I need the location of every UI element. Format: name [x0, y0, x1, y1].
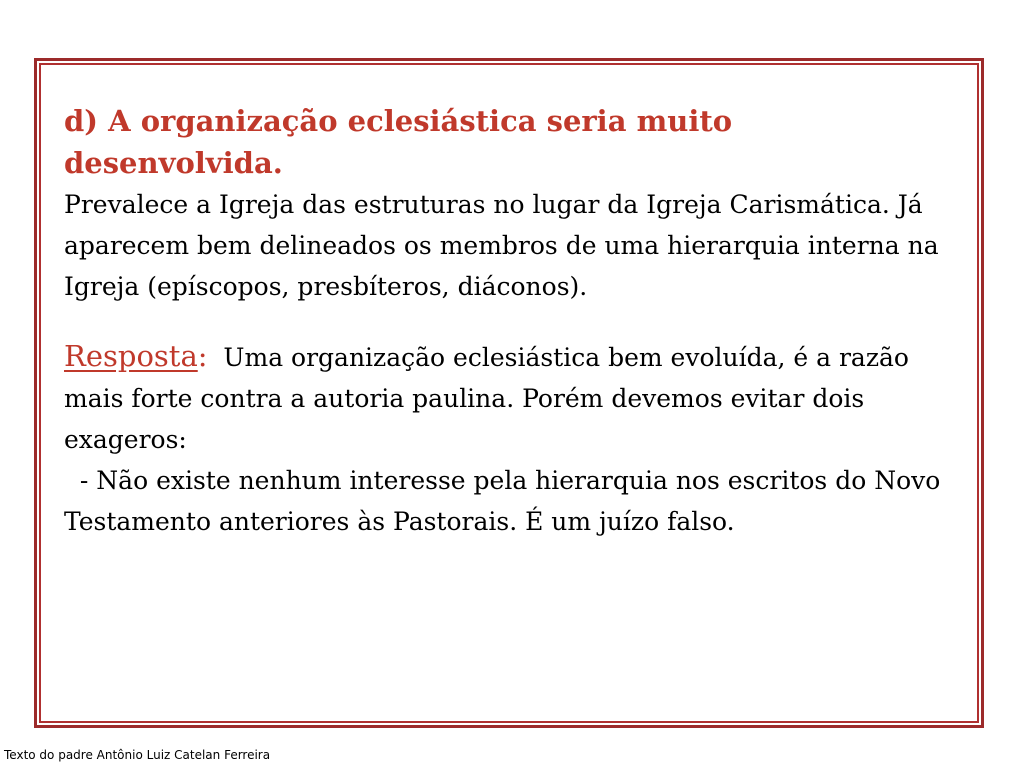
spacer	[64, 307, 944, 336]
answer-label: Resposta	[64, 339, 198, 373]
answer-text: Uma organização eclesiástica bem evoluída, é a razão mais forte contra a autoria paulina. Porém devemos evitar dois exageros:	[64, 343, 909, 454]
answer-colon: :	[197, 339, 208, 373]
point-hierarquia	[64, 460, 944, 542]
slide-heading: d) A organização eclesiástica seria muito desenvolvida.	[64, 104, 733, 180]
point-text: - Não existe nenhum interesse pela hierarquia nos escritos do Novo Testamento anteriores às Pastorais. É um juízo falso.	[64, 466, 941, 536]
answer-paragraph	[64, 336, 944, 460]
footer-credit: Texto do padre Antônio Luiz Catelan Ferreira	[4, 748, 271, 762]
slide-content	[64, 100, 944, 542]
paragraph-prevalece: Prevalece a Igreja das estruturas no lugar da Igreja Carismática. Já aparecem bem delineados os membros de uma hierarquia interna na Igreja (epíscopos, presbíteros, diáconos).	[64, 190, 939, 301]
